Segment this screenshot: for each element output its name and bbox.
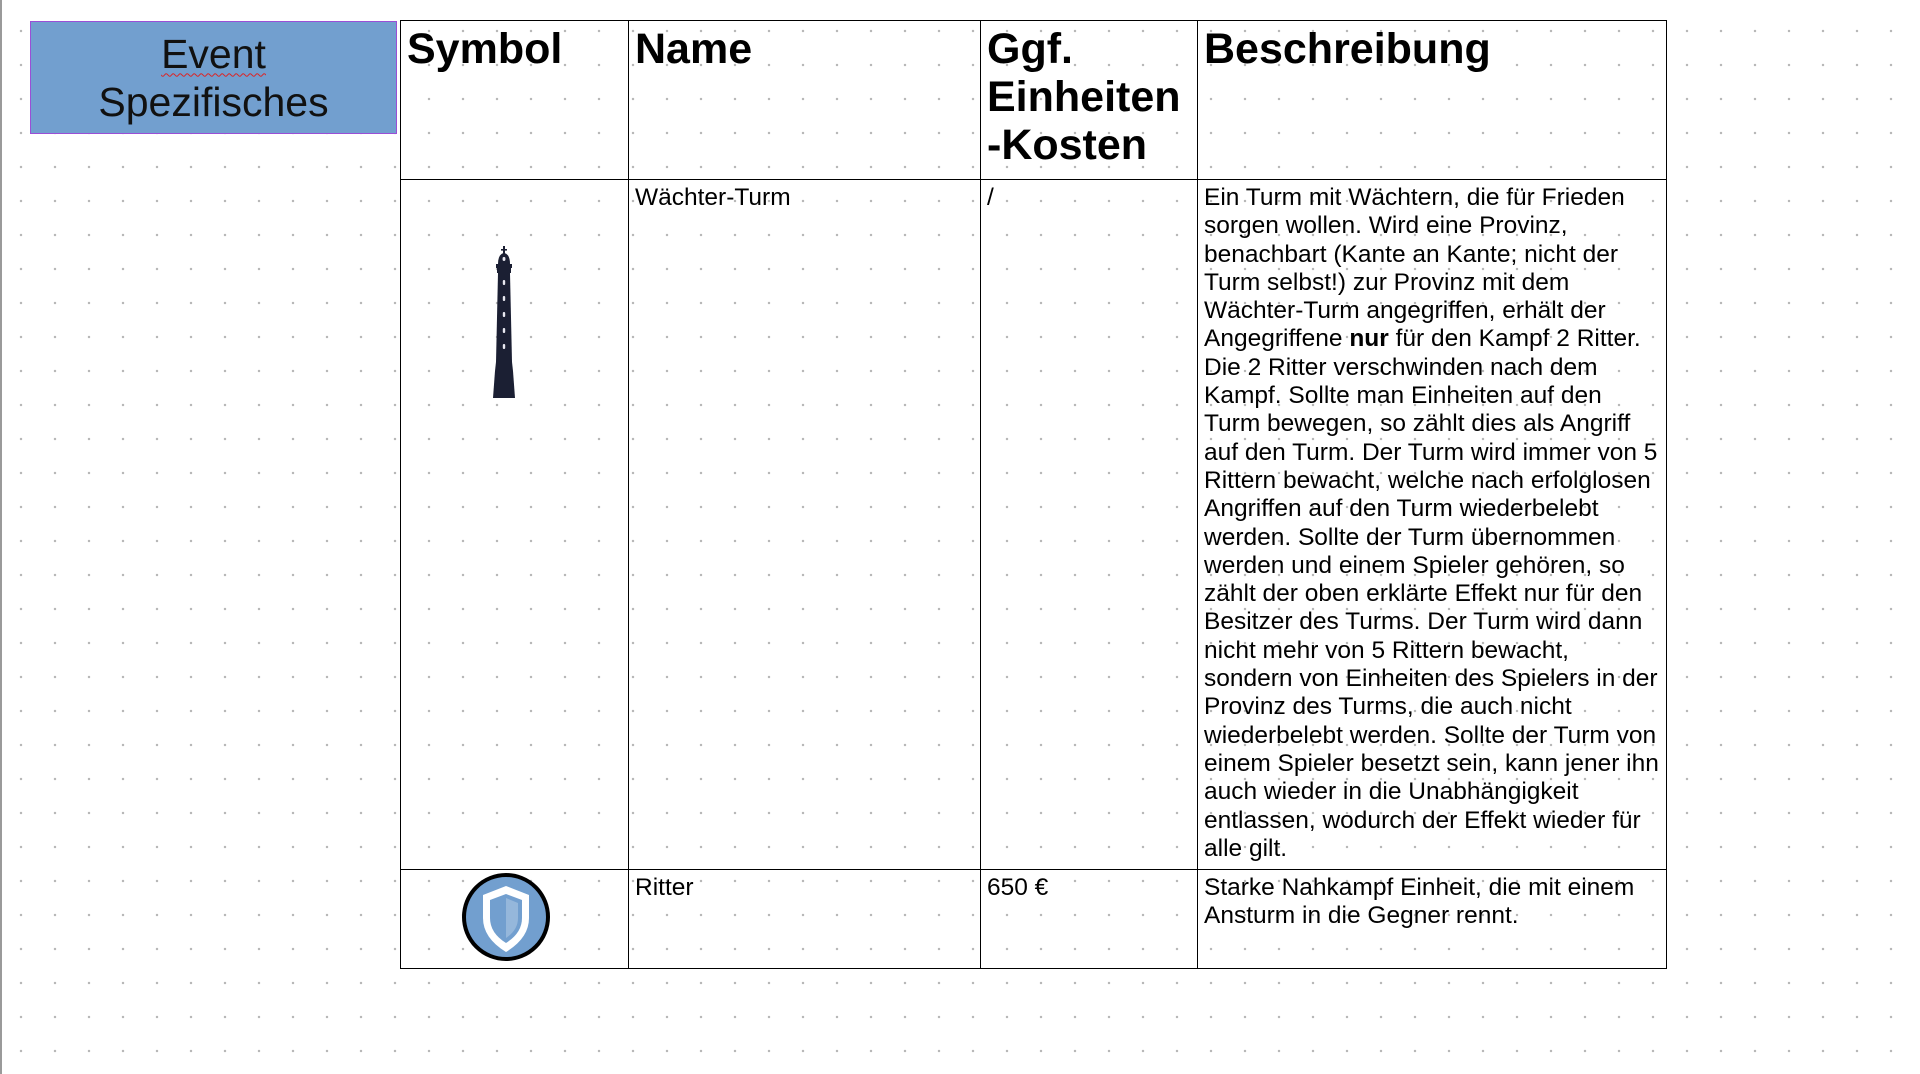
- description-text: Ein Turm mit Wächtern, die für Frieden sorgen wollen. Wird eine Provinz, benachbart (Kante an Kante; nicht der Turm selbst!) zur Provinz mit dem Wächter-Turm angegriffen, erhält der Angegriffene: [1204, 184, 1625, 353]
- description-cell[interactable]: Starke Nahkampf Einheit, die mit einem Ansturm in die Gegner rennt.: [1198, 870, 1667, 969]
- table-row: [401, 870, 1667, 969]
- header-cost[interactable]: [981, 21, 1198, 180]
- name-cell[interactable]: Wächter-Turm: [629, 180, 981, 870]
- description-cell[interactable]: [1198, 180, 1667, 870]
- name-cell[interactable]: Ritter: [629, 870, 981, 969]
- cost-cell[interactable]: 650 €: [981, 870, 1198, 969]
- description-text-continued: für den Kampf 2 Ritter. Die 2 Ritter verschwinden nach dem Kampf. Sollte man Einheiten auf den Turm bewegen, so zählt dies als Angriff auf den Turm. Der Turm wird immer von 5 Rittern bewacht, welche nach erfolglosen Angriffen auf den Turm wiederbelebt werden. Sollte der Turm übernommen werden und einem Spieler gehören, so zählt der oben erklärte Effekt nur für den Besitzer des Turms. Der Turm wird dann nicht mehr von 5 Rittern bewacht, sondern von Einheiten des Spielers in der Provinz des Turms, die auch nicht wiederbelebt werden. Sollte der Turm von einem Spieler besetzt sein, kann jener ihn auch wieder in die Unabhängigkeit entlassen, wodurch der Effekt wieder für alle gilt.: [1204, 325, 1659, 862]
- table-row: [401, 180, 1667, 870]
- header-cost-line3: -Kosten: [987, 121, 1148, 169]
- event-table[interactable]: [400, 20, 1667, 969]
- page-left-edge: [0, 0, 2, 1074]
- header-cost-line2: Einheiten: [987, 73, 1181, 121]
- shield-icon[interactable]: [461, 872, 551, 962]
- tower-icon[interactable]: [488, 246, 520, 398]
- event-title-box[interactable]: [30, 21, 397, 134]
- symbol-cell[interactable]: [401, 870, 629, 969]
- header-description[interactable]: Beschreibung: [1198, 21, 1667, 180]
- table-header-row: [401, 21, 1667, 180]
- cost-cell[interactable]: /: [981, 180, 1198, 870]
- header-cost-line1: Ggf.: [987, 25, 1073, 73]
- header-symbol[interactable]: Symbol: [401, 21, 629, 180]
- description-bold-text: nur: [1349, 325, 1389, 353]
- symbol-cell[interactable]: [401, 180, 629, 870]
- title-line-event: Event: [161, 30, 266, 77]
- title-line-spezifisches: Spezifisches: [98, 78, 329, 125]
- header-name[interactable]: Name: [629, 21, 981, 180]
